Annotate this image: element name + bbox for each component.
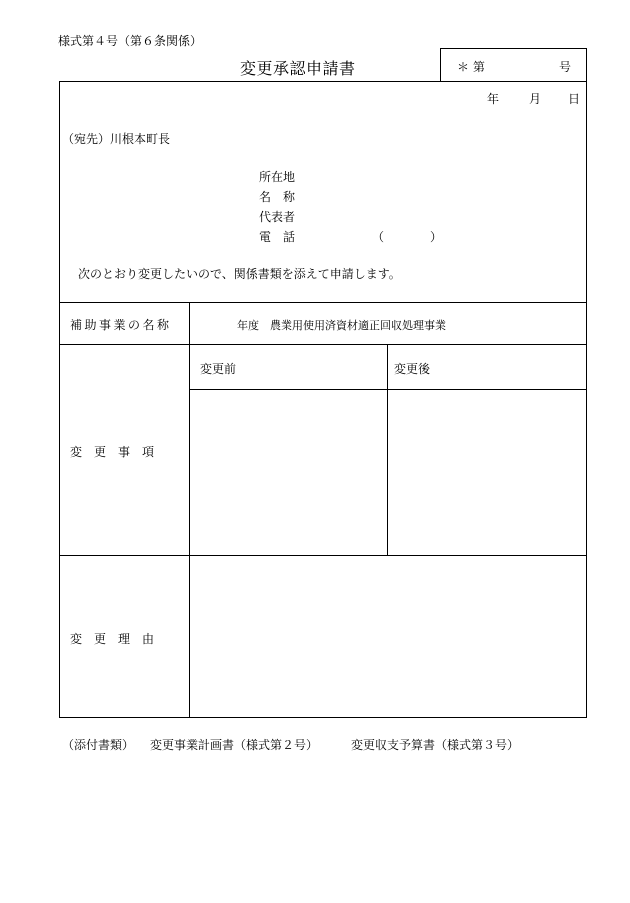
change-after-header: 変更後	[394, 362, 431, 376]
application-statement: 次のとおり変更したいので、関係書類を添えて申請します。	[78, 267, 401, 281]
change-before-header: 変更前	[200, 362, 237, 376]
applicant-representative-label: 代表者	[259, 210, 296, 224]
phone-paren-open: （	[372, 230, 385, 244]
attachments-label: （添付書類）	[62, 738, 135, 752]
divider-top-table	[59, 302, 587, 303]
divider-label-column	[189, 302, 190, 718]
date-day: 日	[568, 92, 581, 106]
date-month: 月	[529, 92, 542, 106]
change-items-label: 変 更 事 項	[70, 445, 155, 459]
date-year: 年	[487, 92, 500, 106]
divider-project-row	[59, 344, 587, 345]
divider-before-after-column	[387, 344, 388, 555]
change-reason-label: 変 更 理 由	[70, 632, 155, 646]
document-title: 変更承認申請書	[240, 59, 356, 78]
receipt-mark: ＊ 第	[457, 60, 485, 74]
receipt-number-box	[440, 48, 587, 82]
divider-before-after-header	[189, 389, 587, 390]
attachment-item-1: 変更事業計画書（様式第２号）	[150, 738, 319, 752]
form-number: 様式第４号（第６条関係）	[58, 34, 203, 48]
applicant-address-label: 所在地	[259, 170, 296, 184]
phone-paren-close: ）	[430, 230, 443, 244]
divider-change-items-row	[59, 555, 587, 556]
project-name-value: 年度 農業用使用済資材適正回収処理事業	[237, 319, 446, 332]
receipt-suffix: 号	[559, 60, 572, 74]
applicant-name-label: 名 称	[259, 190, 296, 204]
attachment-item-2: 変更収支予算書（様式第３号）	[351, 738, 520, 752]
addressee: （宛先）川根本町長	[62, 132, 171, 146]
project-name-label: 補助事業の名称	[70, 318, 172, 332]
applicant-phone-label: 電 話	[259, 230, 296, 244]
application-form	[59, 81, 587, 718]
